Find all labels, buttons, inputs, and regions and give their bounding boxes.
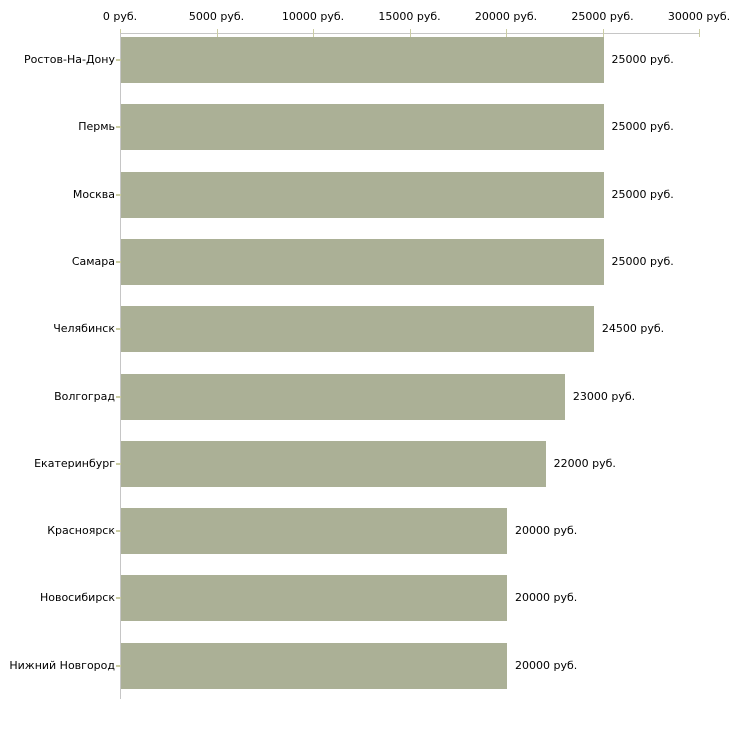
bar (121, 575, 507, 621)
x-axis-tick-label: 30000 руб. (667, 10, 730, 23)
value-label: 25000 руб. (611, 120, 674, 134)
category-label: Екатеринбург (34, 456, 115, 470)
chart-row (0, 33, 730, 100)
bar (121, 172, 604, 218)
chart-row (0, 100, 730, 167)
bar (121, 37, 604, 83)
value-label: 22000 руб. (553, 456, 616, 470)
chart-row (0, 302, 730, 369)
chart-row (0, 571, 730, 638)
bar (121, 306, 594, 352)
x-axis-tick-label: 15000 руб. (378, 10, 441, 23)
value-label: 25000 руб. (611, 254, 674, 268)
category-label: Челябинск (53, 322, 115, 336)
bar (121, 441, 546, 487)
category-label: Нижний Новгород (9, 658, 115, 672)
category-label: Пермь (78, 120, 115, 134)
chart-row (0, 235, 730, 302)
category-label: Красноярск (47, 524, 115, 538)
x-axis-tick-label: 5000 руб. (188, 10, 245, 23)
chart-row (0, 168, 730, 235)
category-label: Самара (71, 254, 115, 268)
value-label: 24500 руб. (601, 322, 665, 336)
chart-row (0, 370, 730, 437)
chart-row (0, 437, 730, 504)
x-axis-tick-label: 10000 руб. (281, 10, 345, 23)
bar (121, 239, 604, 285)
x-axis-tick-label: 20000 руб. (474, 10, 538, 23)
bar (121, 508, 507, 554)
chart-row (0, 639, 730, 706)
category-label: Волгоград (54, 389, 115, 403)
x-axis-tick-label: 0 руб. (102, 10, 138, 23)
category-label: Москва (72, 187, 115, 201)
value-label: 20000 руб. (515, 658, 578, 672)
value-label: 23000 руб. (572, 389, 636, 403)
x-axis-tick-label: 25000 руб. (571, 10, 634, 23)
category-label: Ростов-На-Дону (23, 53, 115, 66)
value-label: 25000 руб. (611, 53, 674, 66)
value-label: 25000 руб. (611, 187, 674, 201)
chart-row (0, 504, 730, 571)
category-label: Новосибирск (39, 591, 115, 605)
value-label: 20000 руб. (515, 524, 578, 538)
bar (121, 374, 565, 420)
bar (121, 643, 507, 689)
value-label: 20000 руб. (515, 591, 578, 605)
bar (121, 104, 604, 150)
